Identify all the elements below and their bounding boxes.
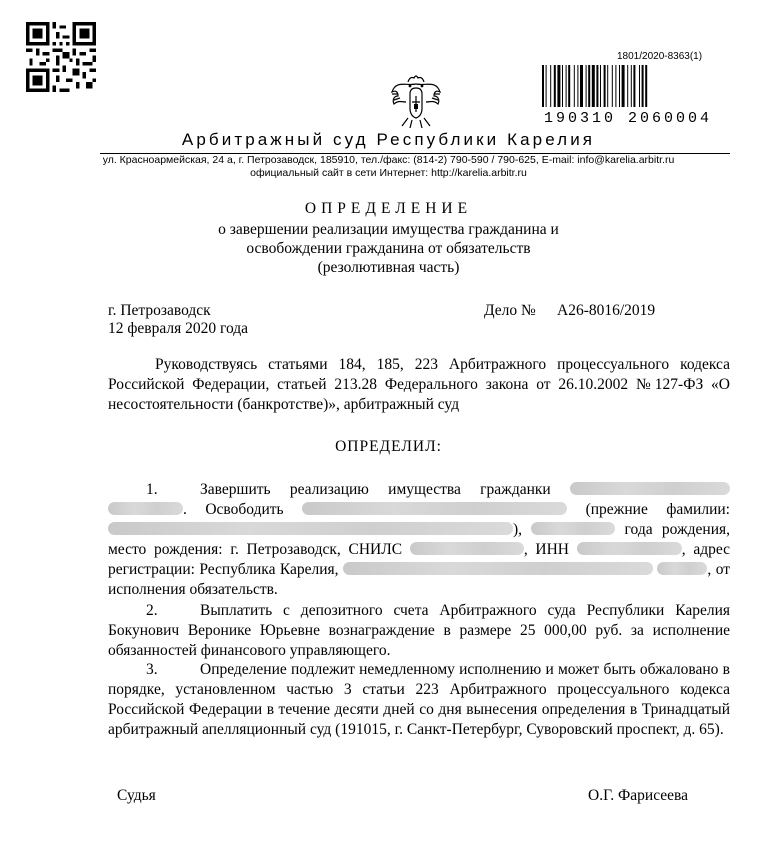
item-text: Определение подлежит немедленному исполнению и может быть обжаловано в порядке, установленном частью 3 статьи 223 Арбитражного процессуального кодекса Российской Федерации в течение десяти дней со дня вынесения определения в Тринадцатый арбитражный апелляционный суд (191015, г. Санкт-Петербург, Суворовский проспект, д. 65). xyxy=(108,661,730,738)
judge-name: О.Г. Фарисеева xyxy=(588,787,689,804)
barcode-bar xyxy=(600,65,601,107)
city: г. Петрозаводск xyxy=(108,302,211,319)
ruling-heading: ОПРЕДЕЛИЛ: xyxy=(335,438,442,455)
redacted-block xyxy=(570,482,730,495)
subtitle-line-1: о завершении реализации имущества гражданина и xyxy=(218,221,559,238)
barcode-bar xyxy=(566,65,567,107)
item-text: ), xyxy=(513,521,523,538)
item-text: , адрес регистрации: Республика Карелия, xyxy=(108,541,730,578)
barcode-bar xyxy=(586,65,587,107)
website-line: официальный сайт в сети Интернет: http://karelia.arbitr.ru xyxy=(250,167,527,179)
barcode-bar xyxy=(557,65,560,107)
barcode-digits: 190310 2060004 xyxy=(543,110,713,127)
address-line: ул. Красноармейская, 24 а, г. Петрозаводск, 185910, тел./факс: (814-2) 790-590 / 790-625, E-mail: info@karelia.arbitr.ru xyxy=(102,154,675,166)
item-text: (прежние фамилии: xyxy=(585,501,730,518)
barcode-bar xyxy=(639,65,640,107)
barcode-bar xyxy=(604,65,606,107)
subtitle-line-3: (резолютивная часть) xyxy=(317,259,460,276)
barcode-bar xyxy=(631,65,632,107)
case-code: 1801/2020-8363(1) xyxy=(617,51,703,62)
barcode-bar xyxy=(554,65,556,107)
document-type: ОПРЕДЕЛЕНИЕ xyxy=(304,200,473,217)
barcode-bar xyxy=(568,65,570,107)
ruling-item-3 xyxy=(108,660,730,740)
court-name: Арбитражный суд Республики Карелия xyxy=(181,130,596,149)
judge-title: Судья xyxy=(117,787,156,804)
ruling-item-2 xyxy=(108,601,730,661)
case-label: Дело № xyxy=(484,302,536,319)
item-text: года рождения, xyxy=(624,521,731,538)
item-text: , ИНН xyxy=(523,541,569,558)
barcode-bar xyxy=(550,65,551,107)
barcode-bar xyxy=(627,65,628,107)
barcode-bar xyxy=(607,65,608,107)
redacted-block xyxy=(108,522,513,535)
barcode-bar xyxy=(642,65,644,107)
redacted-block xyxy=(577,542,682,555)
ruling-item-1 xyxy=(108,480,730,600)
item-number: 2. xyxy=(146,602,158,619)
item-number: 3. xyxy=(146,661,158,678)
item-text: . Освободить xyxy=(183,501,284,518)
court-address xyxy=(0,154,777,180)
case-number: А26-8016/2019 xyxy=(557,302,656,319)
barcode-bar xyxy=(622,65,625,107)
redacted-block xyxy=(657,562,707,575)
qr-code xyxy=(26,22,96,92)
redacted-block xyxy=(302,502,567,515)
barcode-bar xyxy=(645,65,647,107)
coat-of-arms-emblem xyxy=(388,72,444,132)
ruling-date: 12 февраля 2020 года xyxy=(108,320,249,337)
barcode-bar xyxy=(542,65,544,107)
barcode-bar xyxy=(574,65,575,107)
barcode-bar xyxy=(596,65,598,107)
redacted-block xyxy=(410,542,524,555)
barcode-bar xyxy=(580,65,583,107)
subtitle-line-2: освобождении гражданина от обязательств xyxy=(246,240,531,257)
redacted-block xyxy=(343,562,653,575)
item-number: 1. xyxy=(146,481,158,498)
item-text: Выплатить с депозитного счета Арбитражного суда Республики Карелия Бокунович Веронике Юрьевне вознаграждение в размере 25 000,00 руб. за исполнение обязанностей финансового управляющего. xyxy=(108,602,730,659)
barcode-bar xyxy=(588,65,590,107)
redacted-block xyxy=(108,502,183,515)
barcode-bar xyxy=(577,65,578,107)
barcode-bar xyxy=(615,65,616,107)
barcode-bar xyxy=(592,65,595,107)
barcode-bar xyxy=(619,65,620,107)
item-text: , от исполнения обязательств. xyxy=(108,561,731,598)
redacted-block xyxy=(531,522,615,535)
item-text: Завершить реализацию имущества гражданки xyxy=(200,481,551,498)
barcode-bar xyxy=(612,65,613,107)
preamble: Руководствуясь статьями 184, 185, 223 Арбитражного процессуального кодекса Российской Федерации, статьей 213.28 Федерального закона от 26.10.2002 №127-ФЗ «О несостоятельности (банкротстве)», арбитражный суд xyxy=(108,356,730,413)
barcode-bar xyxy=(633,65,635,107)
barcode-bar xyxy=(562,65,563,107)
barcode-bar xyxy=(546,65,547,107)
item-text: место рождения: г. Петрозаводск, СНИЛС xyxy=(108,541,403,558)
document-subtitle xyxy=(0,220,777,277)
